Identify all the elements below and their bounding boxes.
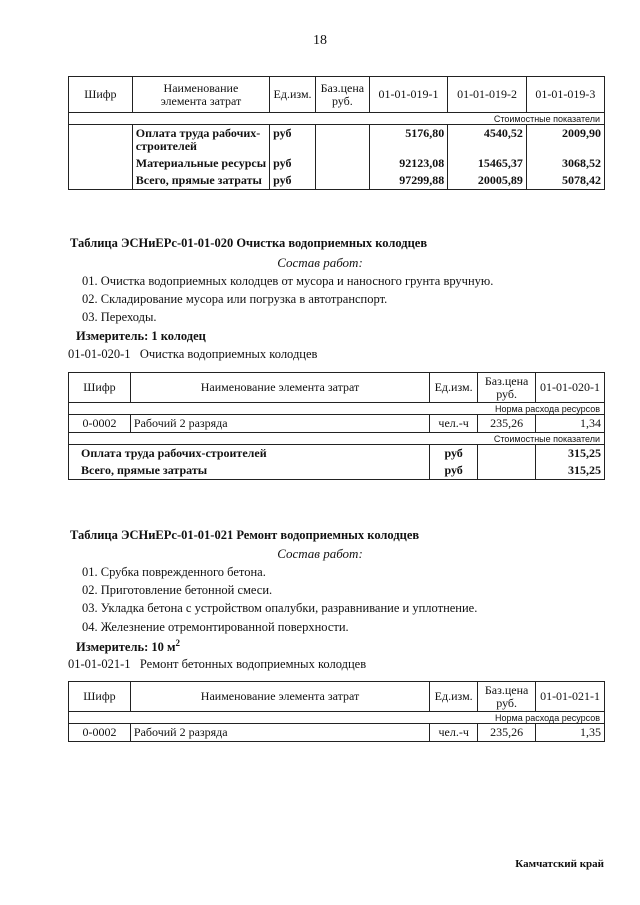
header-code: Шифр (69, 77, 133, 113)
header-col1: 01-01-020-1 (536, 373, 605, 403)
cost-table-021 (68, 681, 605, 742)
row-name: Рабочий 2 разряда (130, 415, 429, 433)
cell-price-empty (478, 462, 536, 480)
cell-price-empty (478, 445, 536, 463)
row-value-2: 4540,52 (448, 125, 527, 155)
meter-label: Измеритель: 1 колодец (76, 329, 206, 343)
row-name: Рабочий 2 разряда (130, 724, 429, 742)
header-name-line1: Наименование (163, 80, 239, 95)
header-price-line1: Баз.цена (484, 682, 529, 697)
table-row (69, 445, 605, 463)
row-code: 0-0002 (69, 415, 131, 433)
meter-superscript: 2 (175, 638, 181, 648)
header-name (132, 77, 269, 113)
row-unit: руб (430, 462, 478, 480)
table-row (69, 724, 605, 742)
cost-section-label: Стоимостные показатели (69, 113, 605, 125)
work-item: 04. Железнение отремонтированной поверхности. (82, 620, 349, 634)
row-name-line2: строителей (135, 138, 197, 153)
row-value-2: 20005,89 (448, 172, 527, 190)
row-value-1: 92123,08 (369, 155, 448, 172)
cell-price-empty (316, 155, 370, 172)
row-unit: чел.-ч (430, 415, 478, 433)
row-name: Оплата труда рабочих-строителей (69, 445, 430, 463)
meter-label (76, 638, 180, 655)
header-name: Наименование элемента затрат (130, 373, 429, 403)
row-name-line1: Оплата труда рабочих- (135, 125, 261, 140)
row-value-3: 2009,90 (526, 125, 604, 155)
norm-label-row (69, 403, 605, 415)
norm-label-row (69, 712, 605, 724)
row-unit: чел.-ч (430, 724, 478, 742)
cell-price-empty (316, 172, 370, 190)
page-number: 18 (313, 33, 327, 48)
section-title-021: Таблица ЭСНиЕРс-01-01-021 Ремонт водоприемных колодцев (70, 528, 420, 542)
row-value-1: 97299,88 (369, 172, 448, 190)
header-price (478, 373, 536, 403)
cost-section-label: Стоимостные показатели (69, 433, 605, 445)
header-price-line1: Баз.цена (320, 80, 365, 95)
header-unit: Ед.изм. (270, 77, 316, 113)
row-name: Всего, прямые затраты (69, 462, 430, 480)
table-row (69, 462, 605, 480)
norm-label: Норма расхода ресурсов (69, 712, 605, 724)
subtitle: 01-01-021-1 Ремонт бетонных водоприемных колодцев (68, 657, 367, 671)
row-value-3: 3068,52 (526, 155, 604, 172)
cost-table-020 (68, 372, 605, 480)
norm-label: Норма расхода ресурсов (69, 403, 605, 415)
cost-label-row (69, 433, 605, 445)
work-item: 01. Очистка водоприемных колодцев от мусора и наносного грунта вручную. (82, 274, 494, 288)
table-row (69, 155, 605, 172)
row-unit: руб (270, 155, 316, 172)
row-value-3: 5078,42 (526, 172, 604, 190)
subtitle: 01-01-020-1 Очистка водоприемных колодцев (68, 347, 318, 361)
work-item: 01. Срубка поврежденного бетона. (82, 565, 266, 579)
row-value-2: 15465,37 (448, 155, 527, 172)
row-price: 235,26 (478, 415, 536, 433)
row-name: Всего, прямые затраты (132, 172, 269, 190)
table-row (69, 172, 605, 190)
row-name (132, 125, 269, 155)
header-name-line2: элемента затрат (160, 93, 242, 108)
header-col2: 01-01-019-2 (448, 77, 527, 113)
cell-code-empty (69, 125, 133, 155)
header-code: Шифр (69, 682, 131, 712)
row-unit: руб (270, 172, 316, 190)
header-price-line2: руб. (331, 93, 353, 108)
table-header-row (69, 77, 605, 113)
cell-code-empty (69, 155, 133, 172)
table-row (69, 125, 605, 155)
row-name: Материальные ресурсы (132, 155, 269, 172)
header-col3: 01-01-019-3 (526, 77, 604, 113)
work-item: 03. Переходы. (82, 310, 157, 324)
table-header-row (69, 373, 605, 403)
composition-label: Состав работ: (277, 546, 363, 561)
header-price-line2: руб. (496, 695, 518, 710)
header-name: Наименование элемента затрат (130, 682, 429, 712)
row-value: 1,35 (536, 724, 605, 742)
row-unit: руб (430, 445, 478, 463)
row-value-1: 5176,80 (369, 125, 448, 155)
composition-label: Состав работ: (277, 255, 363, 270)
header-unit: Ед.изм. (430, 373, 478, 403)
header-col1: 01-01-021-1 (536, 682, 605, 712)
section-label-row (69, 113, 605, 125)
meter-text: Измеритель: 10 м (76, 640, 176, 655)
cell-code-empty (69, 172, 133, 190)
header-code: Шифр (69, 373, 131, 403)
table-header-row (69, 682, 605, 712)
header-price (478, 682, 536, 712)
row-value: 315,25 (536, 462, 605, 480)
work-item: 03. Укладка бетона с устройством опалубки, разравнивание и уплотнение. (82, 601, 478, 615)
row-value: 1,34 (536, 415, 605, 433)
footer-region: Камчатский край (515, 858, 604, 870)
cell-price-empty (316, 125, 370, 155)
header-price-line2: руб. (496, 386, 517, 401)
row-value: 315,25 (536, 445, 605, 463)
section-title-020: Таблица ЭСНиЕРс-01-01-020 Очистка водоприемных колодцев (70, 236, 428, 250)
row-code: 0-0002 (69, 724, 131, 742)
work-item: 02. Складирование мусора или погрузка в автотранспорт. (82, 292, 388, 306)
header-price-line1: Баз.цена (484, 373, 529, 388)
row-unit: руб (270, 125, 316, 155)
header-price (316, 77, 370, 113)
header-unit: Ед.изм. (430, 682, 478, 712)
work-item: 02. Приготовление бетонной смеси. (82, 583, 273, 597)
table-row (69, 415, 605, 433)
cost-table-019 (68, 76, 605, 190)
row-price: 235,26 (478, 724, 536, 742)
header-col1: 01-01-019-1 (369, 77, 448, 113)
